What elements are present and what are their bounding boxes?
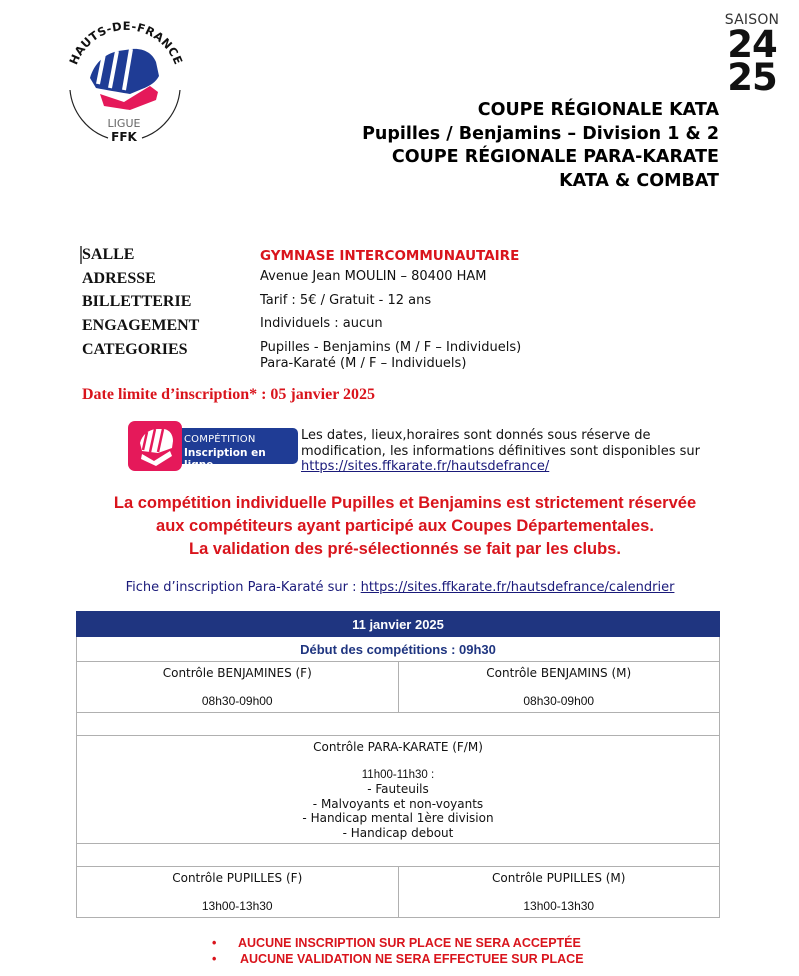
logo-ligue-text: LIGUE [107, 117, 141, 130]
cell-title: Contrôle PUPILLES (F) [172, 871, 303, 885]
registration-deadline: Date limite d’inscription* : 05 janvier 2025 [82, 386, 376, 403]
para-registration-line [80, 580, 720, 595]
category-item: Para-Karaté (M / F – Individuels) [260, 356, 467, 371]
bullet-text: AUCUNE INSCRIPTION SUR PLACE NE SERA ACCEPTÉE [238, 936, 581, 950]
season-year-start: 24 [727, 23, 777, 66]
adresse-label: ADRESSE [82, 270, 156, 287]
bullet-marker: • [212, 936, 217, 950]
adresse-value: Avenue Jean MOULIN – 80400 HAM [260, 269, 487, 284]
warning-validation: La validation des pré-sélectionnés se fait par les clubs. [189, 540, 621, 558]
cell-title: Contrôle PUPILLES (M) [492, 871, 626, 885]
page-title-block [362, 99, 719, 193]
fiche-label: Fiche d’inscription Para-Karaté sur : [125, 580, 361, 595]
logo-graphic [60, 10, 190, 145]
para-time: 11h00-11h30 : [361, 769, 435, 781]
badge-line1: COMPÉTITION [184, 434, 256, 445]
table-row [77, 736, 720, 844]
fist-icon [128, 421, 182, 471]
engagement-label: ENGAGEMENT [82, 317, 200, 334]
logo-ffk-text: FFK [111, 130, 137, 144]
badge-line2: Inscription en ligne [184, 447, 266, 471]
para-item: - Handicap debout [342, 825, 454, 840]
billetterie-label: BILLETTERIE [82, 293, 192, 310]
categories-label: CATEGORIES [82, 341, 188, 358]
cell-time: 08h30-09h00 [523, 694, 595, 708]
schedule-date: 11 janvier 2025 [77, 612, 720, 637]
billetterie-value: Tarif : 5€ / Gratuit - 12 ans [260, 293, 432, 308]
engagement-value: Individuels : aucun [260, 316, 383, 331]
category-item: Pupilles - Benjamins (M / F – Individuels) [260, 340, 522, 355]
season-badge [722, 12, 782, 99]
salle-label: SALLE [82, 246, 135, 263]
title-line: Pupilles / Benjamins – Division 1 & 2 [362, 123, 719, 144]
warning-eligibility: La compétition individuelle Pupilles et Benjamins est strictement réservée aux compétiteurs ayant participé aux Coupes Départementales. [113, 494, 697, 535]
salle-value: GYMNASE INTERCOMMUNAUTAIRE [260, 248, 520, 264]
logo-arc-text: HAUTS-DE-FRANCE [66, 18, 186, 67]
title-line: COUPE RÉGIONALE KATA [477, 100, 719, 120]
cell-time: 13h00-13h30 [523, 899, 595, 913]
online-registration-button[interactable] [128, 421, 298, 471]
site-link[interactable]: https://sites.ffkarate.fr/hautsdefrance/ [301, 459, 550, 474]
cell-time: 13h00-13h30 [201, 899, 273, 913]
schedule-cell [77, 867, 399, 918]
notice-text [301, 428, 721, 475]
schedule-date-row [77, 612, 720, 637]
table-spacer-row [77, 713, 720, 736]
title-line: COUPE RÉGIONALE PARA-KARATE [391, 147, 719, 167]
bullet-item [200, 936, 620, 952]
schedule-table [76, 611, 720, 918]
ligue-ffk-logo [60, 10, 190, 145]
calendar-link[interactable]: https://sites.ffkarate.fr/hautsdefrance/calendrier [360, 580, 675, 595]
table-row [77, 867, 720, 918]
categories-value [260, 340, 521, 372]
cell-title: Contrôle BENJAMINES (F) [162, 666, 312, 680]
table-row [77, 662, 720, 713]
notice-body: Les dates, lieux,horaires sont donnés sous réserve de modification, les informations définitives sont disponibles sur [301, 428, 701, 459]
bullet-text: AUCUNE VALIDATION NE SERA EFFECTUEE SUR PLACE [240, 951, 584, 966]
para-item: - Fauteuils [367, 782, 429, 796]
bullet-list [200, 936, 620, 967]
title-line: KATA & COMBAT [559, 170, 719, 191]
table-spacer-row [77, 844, 720, 867]
season-label: SAISON [724, 12, 780, 28]
para-title: Contrôle PARA-KARATE (F/M) [313, 740, 483, 754]
competition-start: Début des compétitions : 09h30 [77, 637, 720, 662]
schedule-cell [398, 662, 720, 713]
para-item: - Malvoyants et non-voyants [312, 796, 484, 811]
warning-block [95, 492, 715, 561]
cell-time: 08h30-09h00 [201, 694, 273, 708]
schedule-cell [398, 867, 720, 918]
bullet-marker: • [212, 951, 217, 966]
cell-title: Contrôle BENJAMINS (M) [486, 666, 632, 680]
schedule-start-row [77, 637, 720, 662]
schedule-cell [77, 662, 399, 713]
para-item: - Handicap mental 1ère division [302, 811, 494, 825]
bullet-item [200, 952, 620, 968]
para-cell [77, 736, 720, 844]
season-year-end: 25 [727, 56, 777, 99]
